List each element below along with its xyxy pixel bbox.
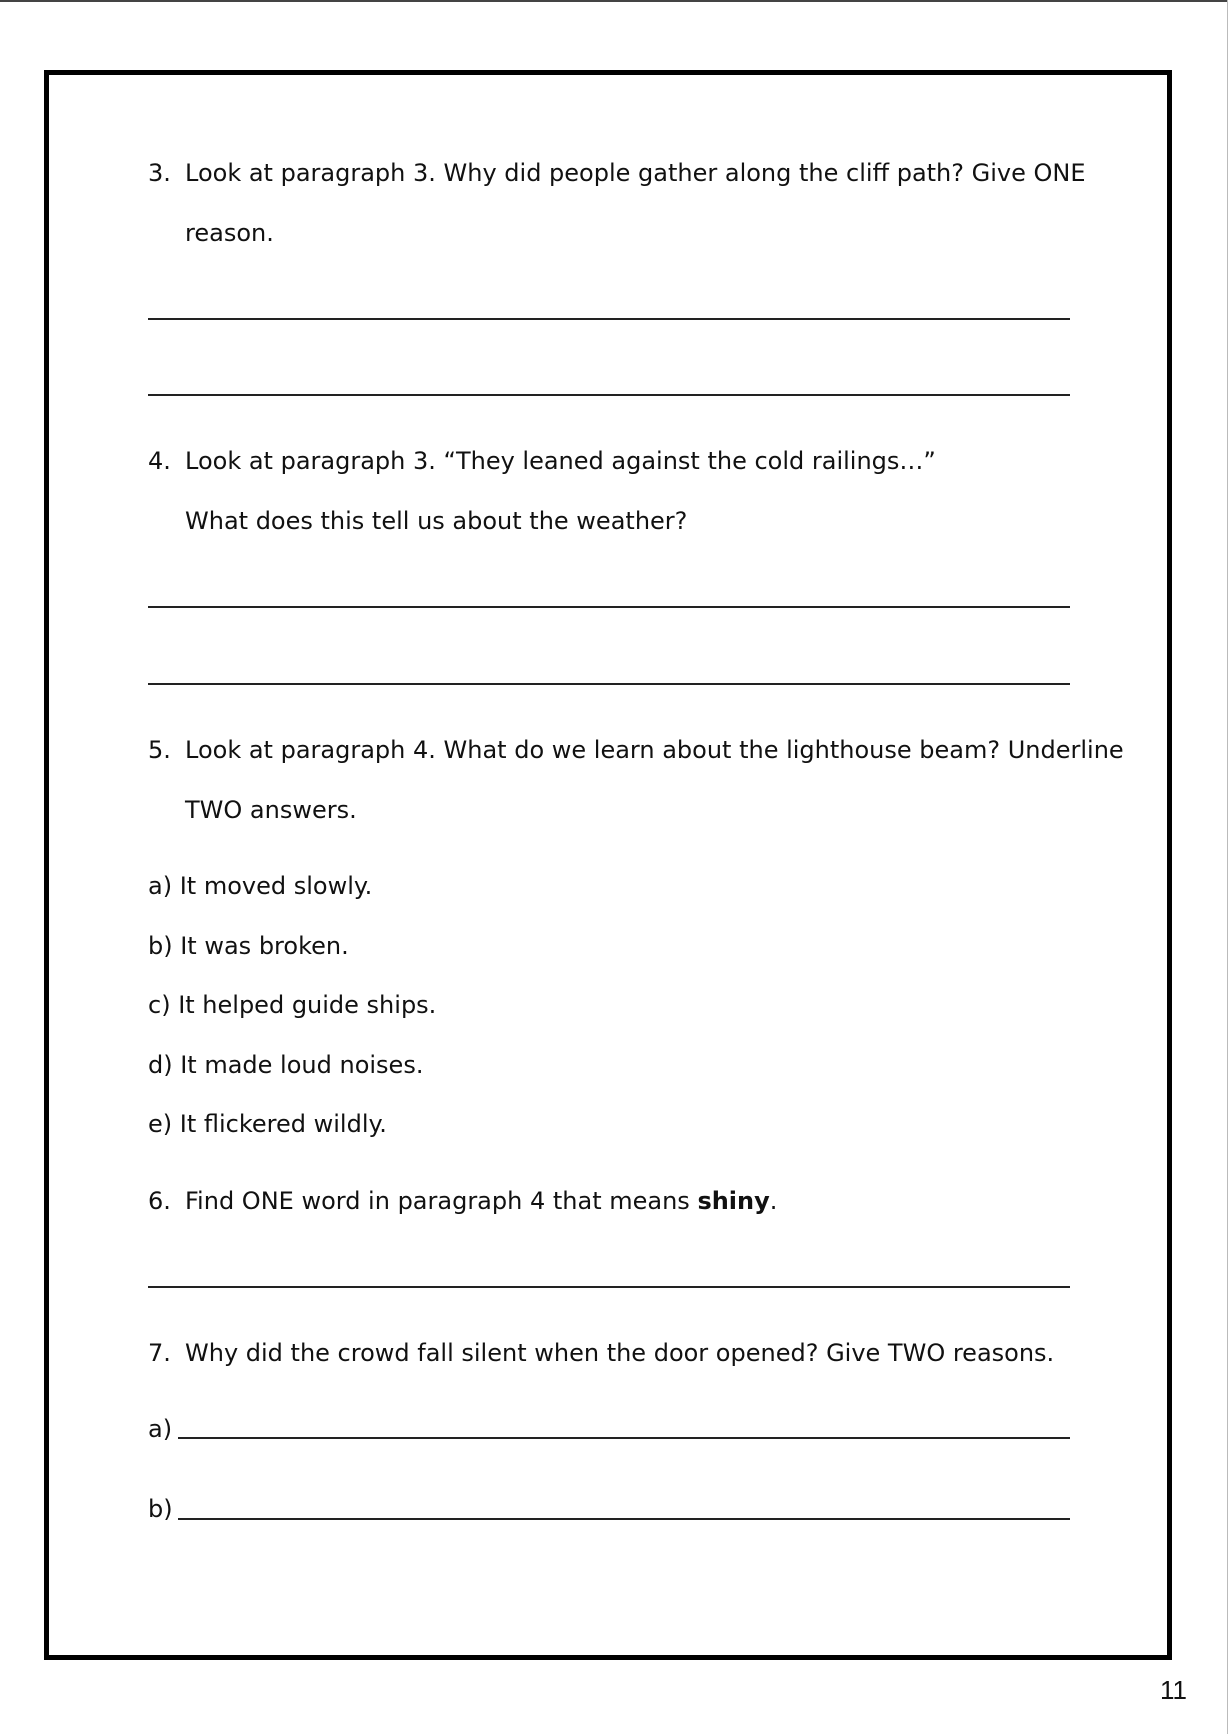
option-c[interactable]: c) It helped guide ships.	[148, 991, 437, 1019]
answer-line-q3-2[interactable]	[148, 394, 1070, 396]
option-d[interactable]: d) It made loud noises.	[148, 1051, 424, 1079]
page-top-rule	[0, 0, 1228, 2]
question-text: reason.	[185, 219, 274, 247]
question-text-start: Find ONE word in paragraph 4 that means	[185, 1187, 698, 1215]
question-text	[185, 1186, 777, 1216]
answer-line-q4-1[interactable]	[148, 606, 1070, 608]
answer-line-q7-a[interactable]	[178, 1437, 1070, 1439]
question-number: 6.	[148, 1187, 171, 1215]
answer-label-b: b)	[148, 1495, 173, 1523]
answer-line-q7-b[interactable]	[178, 1518, 1070, 1520]
key-word: shiny	[697, 1187, 770, 1215]
answer-label-a: a)	[148, 1415, 173, 1443]
question-text: Look at paragraph 3. “They leaned against the cold railings…”	[185, 447, 936, 475]
answer-line-q3-1[interactable]	[148, 318, 1070, 320]
question-text-end: .	[769, 1187, 778, 1215]
page-number: 11	[1160, 1675, 1187, 1705]
answer-line-q4-2[interactable]	[148, 683, 1070, 685]
option-b[interactable]: b) It was broken.	[148, 932, 349, 960]
question-text: Why did the crowd fall silent when the door opened? Give TWO reasons.	[185, 1339, 1055, 1367]
question-number: 7.	[148, 1339, 171, 1367]
question-text: TWO answers.	[185, 796, 357, 824]
option-a[interactable]: a) It moved slowly.	[148, 872, 373, 900]
question-number: 3.	[148, 159, 171, 187]
question-text: Look at paragraph 3. Why did people gather along the cliff path? Give ONE	[185, 159, 1086, 187]
question-number: 5.	[148, 736, 171, 764]
question-text: What does this tell us about the weather?	[185, 507, 688, 535]
worksheet-frame	[44, 70, 1172, 1660]
option-e[interactable]: e) It flickered wildly.	[148, 1110, 387, 1138]
question-number: 4.	[148, 447, 171, 475]
question-text: Look at paragraph 4. What do we learn about the lighthouse beam? Underline	[185, 736, 1124, 764]
answer-line-q6[interactable]	[148, 1286, 1070, 1288]
